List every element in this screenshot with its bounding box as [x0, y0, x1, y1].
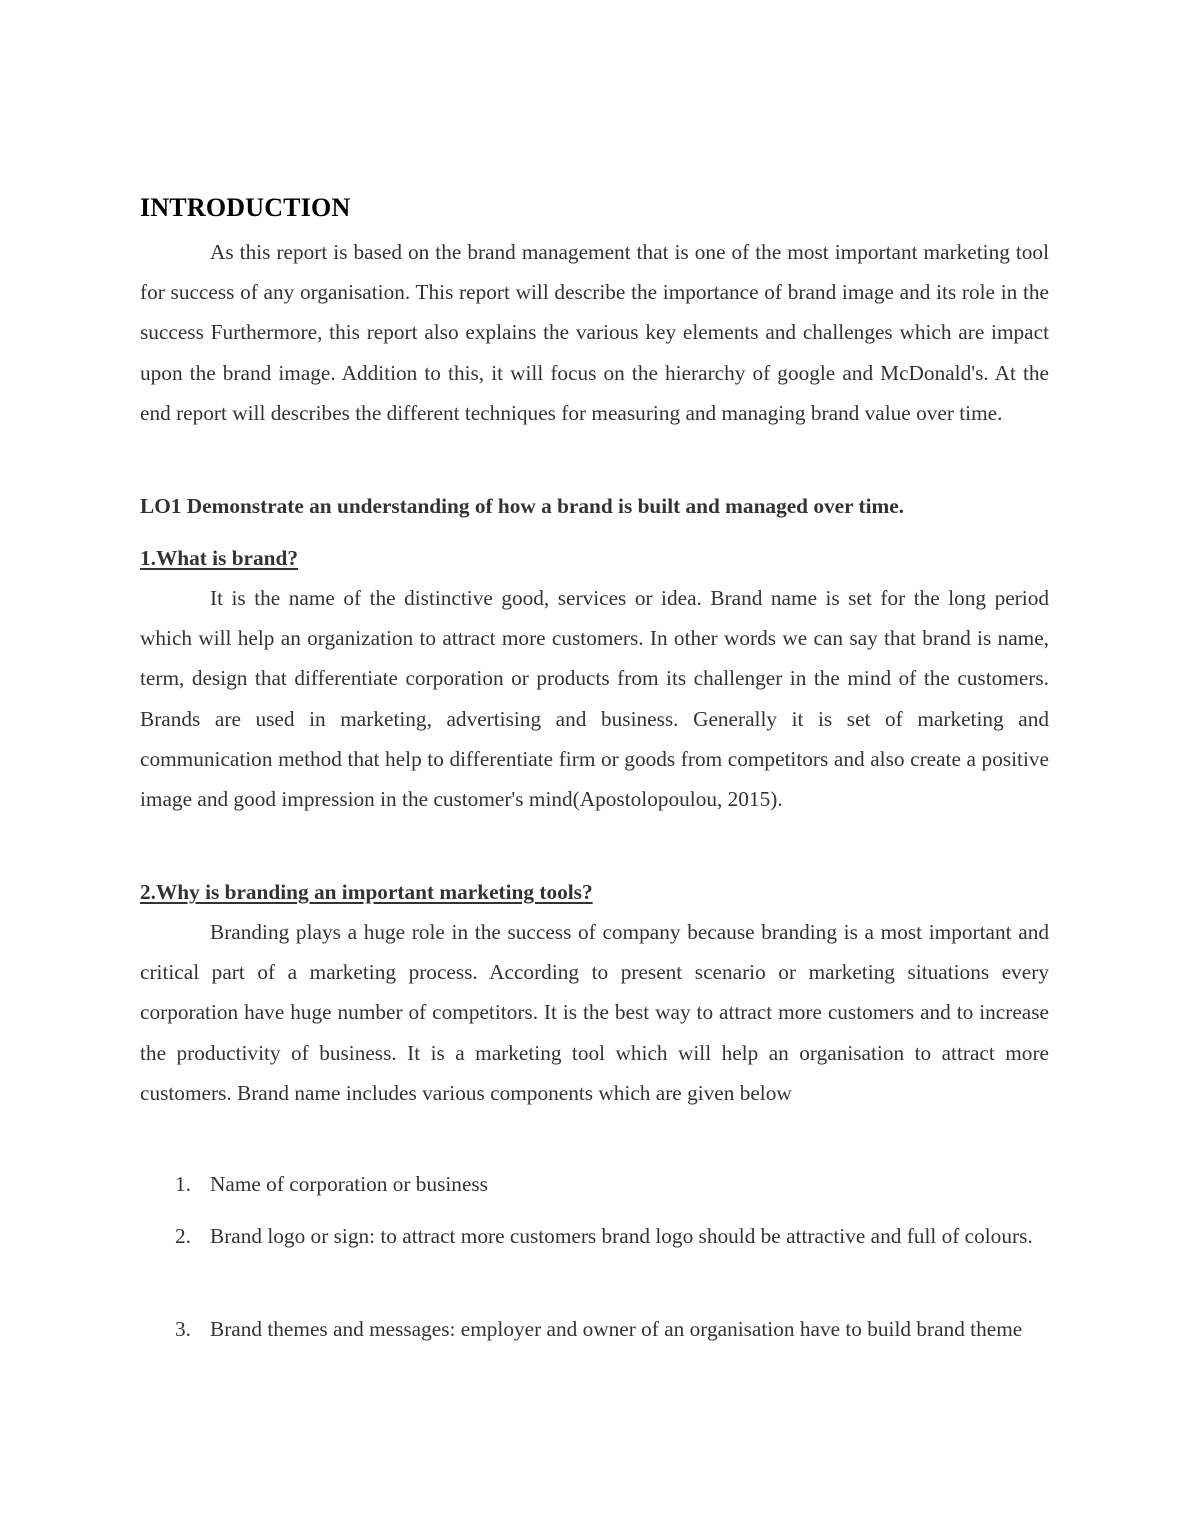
list-item-text: Brand themes and messages: employer and owner of an organisation have to build brand theme [210, 1317, 1023, 1341]
lo1-heading: LO1 Demonstrate an understanding of how a brand is built and managed over time. [140, 494, 905, 518]
list-item-number: 2. [175, 1224, 191, 1248]
list-item-text: Brand logo or sign: to attract more customers brand logo should be attractive and full of colours. [210, 1224, 1033, 1248]
page-title: INTRODUCTION [140, 193, 351, 222]
section1-paragraph: It is the name of the distinctive good, services or idea. Brand name is set for the long period which will help an organization to attract more customers. In other words we can say that brand is name, term, design that differentiate corporation or products from its challenger in the mind of the customers. Brands are used in marketing, advertising and business. Generally it is set of marketing and communication method that help to differentiate firm or goods from competitors and also create a positive image and good impression in the customer's mind(Apostolopoulou, 2015). [140, 586, 1049, 812]
section2-heading: 2.Why is branding an important marketing tools? [140, 880, 593, 904]
section2-paragraph: Branding plays a huge role in the success of company because branding is a most important and critical part of a marketing process. According to present scenario or marketing situations every corporation have huge number of competitors. It is the best way to attract more customers and to increase the productivity of business. It is a marketing tool which will help an organisation to attract more customers. Brand name includes various components which are given below [140, 920, 1049, 1105]
intro-paragraph: As this report is based on the brand management that is one of the most important marketing tool for success of any organisation. This report will describe the importance of brand image and its role in the success Furthermore, this report also explains the various key elements and challenges which are impact upon the brand image. Addition to this, it will focus on the hierarchy of google and McDonald's. At the end report will describes the different techniques for measuring and managing brand value over time. [140, 240, 1049, 425]
list-item-number: 1. [175, 1172, 191, 1196]
section1-heading: 1.What is brand? [140, 546, 298, 570]
list-item-text: Name of corporation or business [210, 1172, 488, 1196]
list-item-number: 3. [175, 1317, 191, 1341]
